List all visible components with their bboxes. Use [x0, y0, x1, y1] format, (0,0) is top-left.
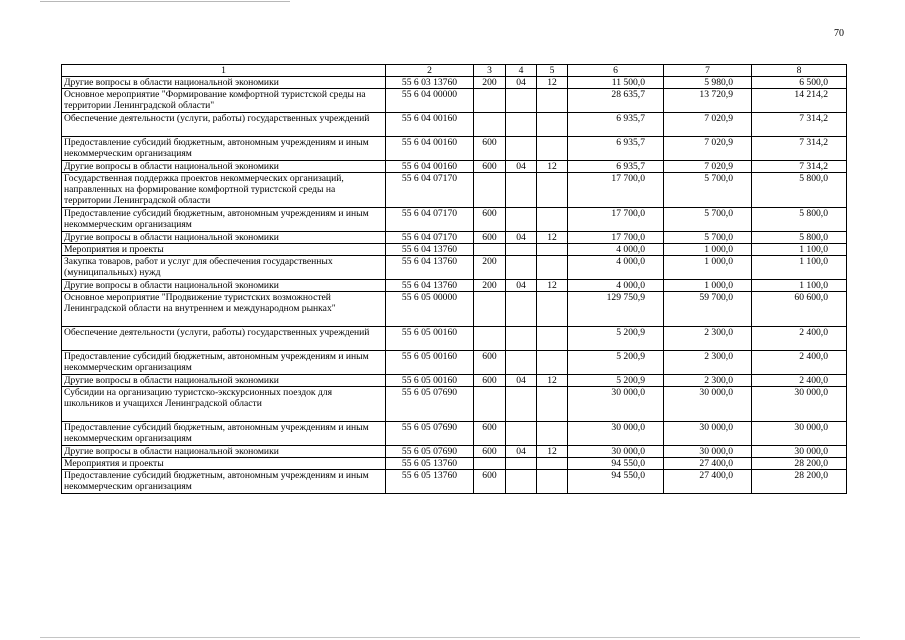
amount-col8-cell: 30 000,0 [752, 446, 847, 458]
item-name-cell: Другие вопросы в области национальной экономики [62, 77, 386, 89]
header-cell: 2 [386, 65, 474, 77]
item-name-cell: Другие вопросы в области национальной экономики [62, 375, 386, 387]
expense-type-cell: 600 [474, 161, 506, 173]
target-code-cell: 55 6 05 00160 [386, 327, 474, 351]
expense-type-cell: 600 [474, 446, 506, 458]
section-code-cell: 04 [506, 232, 537, 244]
target-code-cell: 55 6 04 13760 [386, 244, 474, 256]
table-row [62, 327, 847, 351]
subsection-code-cell [537, 387, 568, 422]
amount-col7-cell: 2 300,0 [664, 375, 752, 387]
amount-col8-cell: 5 800,0 [752, 173, 847, 208]
amount-col7-cell: 13 720,9 [664, 89, 752, 113]
section-code-cell [506, 327, 537, 351]
subsection-code-cell [537, 422, 568, 446]
target-code-cell: 55 6 05 00160 [386, 351, 474, 375]
amount-col7-cell: 1 000,0 [664, 244, 752, 256]
expense-type-cell [474, 89, 506, 113]
amount-col7-cell: 27 400,0 [664, 458, 752, 470]
header-cell: 6 [568, 65, 664, 77]
amount-col6-cell: 30 000,0 [568, 446, 664, 458]
item-name-cell: Другие вопросы в области национальной экономики [62, 161, 386, 173]
amount-col6-cell: 94 550,0 [568, 470, 664, 494]
section-code-cell [506, 113, 537, 137]
amount-col7-cell: 7 020,9 [664, 161, 752, 173]
table-row [62, 375, 847, 387]
subsection-code-cell [537, 327, 568, 351]
amount-col7-cell: 27 400,0 [664, 470, 752, 494]
subsection-code-cell [537, 292, 568, 327]
table-row [62, 137, 847, 161]
amount-col6-cell: 5 200,9 [568, 327, 664, 351]
table-row [62, 77, 847, 89]
amount-col7-cell: 59 700,0 [664, 292, 752, 327]
amount-col8-cell: 7 314,2 [752, 161, 847, 173]
amount-col8-cell: 14 214,2 [752, 89, 847, 113]
section-code-cell [506, 351, 537, 375]
section-code-cell [506, 387, 537, 422]
item-name-cell: Другие вопросы в области национальной экономики [62, 280, 386, 292]
amount-col8-cell: 28 200,0 [752, 470, 847, 494]
target-code-cell: 55 6 05 07690 [386, 446, 474, 458]
expense-type-cell: 600 [474, 232, 506, 244]
target-code-cell: 55 6 04 00160 [386, 137, 474, 161]
amount-col7-cell: 5 700,0 [664, 232, 752, 244]
section-code-cell [506, 292, 537, 327]
header-cell: 1 [62, 65, 386, 77]
subsection-code-cell: 12 [537, 161, 568, 173]
amount-col7-cell: 2 300,0 [664, 351, 752, 375]
item-name-cell: Другие вопросы в области национальной экономики [62, 232, 386, 244]
item-name-cell: Обеспечение деятельности (услуги, работы) государственных учреждений [62, 327, 386, 351]
section-code-cell [506, 470, 537, 494]
amount-col6-cell: 28 635,7 [568, 89, 664, 113]
section-code-cell [506, 256, 537, 280]
item-name-cell: Предоставление субсидий бюджетным, автономным учреждениям и иным некоммерческим организациям [62, 208, 386, 232]
table-row [62, 280, 847, 292]
expense-type-cell [474, 327, 506, 351]
target-code-cell: 55 6 04 07170 [386, 173, 474, 208]
expense-type-cell [474, 113, 506, 137]
subsection-code-cell [537, 113, 568, 137]
amount-col6-cell: 17 700,0 [568, 173, 664, 208]
amount-col6-cell: 5 200,9 [568, 351, 664, 375]
section-code-cell: 04 [506, 161, 537, 173]
table-row [62, 173, 847, 208]
item-name-cell: Основное мероприятие "Формирование комфортной туристской среды на территории Ленинградской области" [62, 89, 386, 113]
section-code-cell [506, 137, 537, 161]
amount-col7-cell: 1 000,0 [664, 256, 752, 280]
item-name-cell: Мероприятия и проекты [62, 458, 386, 470]
table-row [62, 208, 847, 232]
item-name-cell: Предоставление субсидий бюджетным, автономным учреждениям и иным некоммерческим организациям [62, 422, 386, 446]
subsection-code-cell [537, 351, 568, 375]
item-name-cell: Другие вопросы в области национальной экономики [62, 446, 386, 458]
subsection-code-cell: 12 [537, 232, 568, 244]
target-code-cell: 55 6 04 07170 [386, 208, 474, 232]
header-cell: 7 [664, 65, 752, 77]
amount-col6-cell: 4 000,0 [568, 280, 664, 292]
amount-col7-cell: 5 980,0 [664, 77, 752, 89]
subsection-code-cell: 12 [537, 77, 568, 89]
amount-col8-cell: 5 800,0 [752, 208, 847, 232]
amount-col6-cell: 129 750,9 [568, 292, 664, 327]
amount-col7-cell: 30 000,0 [664, 422, 752, 446]
amount-col6-cell: 6 935,7 [568, 113, 664, 137]
table-row [62, 113, 847, 137]
header-cell: 4 [506, 65, 537, 77]
table-row [62, 422, 847, 446]
amount-col8-cell: 1 100,0 [752, 280, 847, 292]
expense-type-cell: 600 [474, 375, 506, 387]
table-row [62, 351, 847, 375]
section-code-cell: 04 [506, 280, 537, 292]
expense-type-cell: 600 [474, 208, 506, 232]
item-name-cell: Основное мероприятие "Продвижение туристских возможностей Ленинградской области на внутреннем и международном рынках" [62, 292, 386, 327]
table-row [62, 232, 847, 244]
expense-type-cell [474, 173, 506, 208]
subsection-code-cell [537, 137, 568, 161]
scan-edge-top [40, 1, 290, 2]
amount-col8-cell: 5 800,0 [752, 232, 847, 244]
table-row [62, 458, 847, 470]
item-name-cell: Субсидии на организацию туристско-экскурсионных поездок для школьников и учащихся Ленинградской области [62, 387, 386, 422]
target-code-cell: 55 6 05 07690 [386, 387, 474, 422]
section-code-cell: 04 [506, 375, 537, 387]
section-code-cell [506, 173, 537, 208]
table-row [62, 387, 847, 422]
section-code-cell [506, 89, 537, 113]
amount-col6-cell: 30 000,0 [568, 422, 664, 446]
subsection-code-cell [537, 256, 568, 280]
expense-type-cell [474, 244, 506, 256]
section-code-cell [506, 422, 537, 446]
amount-col6-cell: 4 000,0 [568, 256, 664, 280]
section-code-cell: 04 [506, 446, 537, 458]
target-code-cell: 55 6 05 13760 [386, 458, 474, 470]
target-code-cell: 55 6 05 00000 [386, 292, 474, 327]
target-code-cell: 55 6 04 07170 [386, 232, 474, 244]
expense-type-cell: 600 [474, 137, 506, 161]
amount-col7-cell: 30 000,0 [664, 446, 752, 458]
amount-col6-cell: 17 700,0 [568, 232, 664, 244]
scan-edge-bottom [40, 637, 860, 638]
item-name-cell: Предоставление субсидий бюджетным, автономным учреждениям и иным некоммерческим организациям [62, 470, 386, 494]
amount-col8-cell: 30 000,0 [752, 387, 847, 422]
amount-col6-cell: 4 000,0 [568, 244, 664, 256]
amount-col7-cell: 5 700,0 [664, 208, 752, 232]
target-code-cell: 55 6 03 13760 [386, 77, 474, 89]
amount-col6-cell: 6 935,7 [568, 137, 664, 161]
amount-col7-cell: 2 300,0 [664, 327, 752, 351]
item-name-cell: Предоставление субсидий бюджетным, автономным учреждениям и иным некоммерческим организациям [62, 351, 386, 375]
expense-type-cell: 600 [474, 470, 506, 494]
subsection-code-cell [537, 470, 568, 494]
amount-col8-cell: 1 100,0 [752, 256, 847, 280]
subsection-code-cell [537, 89, 568, 113]
header-cell: 5 [537, 65, 568, 77]
amount-col8-cell: 6 500,0 [752, 77, 847, 89]
amount-col6-cell: 11 500,0 [568, 77, 664, 89]
amount-col7-cell: 30 000,0 [664, 387, 752, 422]
target-code-cell: 55 6 05 07690 [386, 422, 474, 446]
expense-type-cell [474, 458, 506, 470]
amount-col6-cell: 94 550,0 [568, 458, 664, 470]
target-code-cell: 55 6 04 13760 [386, 256, 474, 280]
item-name-cell: Мероприятия и проекты [62, 244, 386, 256]
table-row [62, 446, 847, 458]
page-number: 70 [834, 28, 844, 39]
amount-col6-cell: 30 000,0 [568, 387, 664, 422]
table-row [62, 256, 847, 280]
amount-col7-cell: 7 020,9 [664, 137, 752, 161]
amount-col7-cell: 5 700,0 [664, 173, 752, 208]
budget-table [61, 64, 847, 494]
amount-col8-cell: 2 400,0 [752, 351, 847, 375]
target-code-cell: 55 6 04 00160 [386, 113, 474, 137]
header-cell: 3 [474, 65, 506, 77]
expense-type-cell [474, 387, 506, 422]
item-name-cell: Государственная поддержка проектов некоммерческих организаций, направленных на формирование комфортной туристской среды на территории Ленинградской области [62, 173, 386, 208]
header-cell: 8 [752, 65, 847, 77]
expense-type-cell: 200 [474, 77, 506, 89]
amount-col7-cell: 1 000,0 [664, 280, 752, 292]
section-code-cell [506, 458, 537, 470]
amount-col8-cell: 7 314,2 [752, 137, 847, 161]
table-row [62, 470, 847, 494]
expense-type-cell: 200 [474, 256, 506, 280]
subsection-code-cell [537, 458, 568, 470]
expense-type-cell: 600 [474, 351, 506, 375]
subsection-code-cell: 12 [537, 375, 568, 387]
target-code-cell: 55 6 05 13760 [386, 470, 474, 494]
amount-col8-cell: 2 400,0 [752, 327, 847, 351]
expense-type-cell: 200 [474, 280, 506, 292]
amount-col8-cell: 60 600,0 [752, 292, 847, 327]
table-body [62, 65, 847, 494]
target-code-cell: 55 6 04 00160 [386, 161, 474, 173]
subsection-code-cell [537, 208, 568, 232]
expense-type-cell [474, 292, 506, 327]
amount-col8-cell: 1 100,0 [752, 244, 847, 256]
target-code-cell: 55 6 04 13760 [386, 280, 474, 292]
amount-col6-cell: 6 935,7 [568, 161, 664, 173]
item-name-cell: Обеспечение деятельности (услуги, работы) государственных учреждений [62, 113, 386, 137]
item-name-cell: Закупка товаров, работ и услуг для обеспечения государственных (муниципальных) нужд [62, 256, 386, 280]
subsection-code-cell: 12 [537, 446, 568, 458]
table-row [62, 161, 847, 173]
amount-col6-cell: 17 700,0 [568, 208, 664, 232]
table-row [62, 89, 847, 113]
amount-col8-cell: 30 000,0 [752, 422, 847, 446]
subsection-code-cell: 12 [537, 280, 568, 292]
subsection-code-cell [537, 244, 568, 256]
section-code-cell [506, 208, 537, 232]
subsection-code-cell [537, 173, 568, 208]
target-code-cell: 55 6 04 00000 [386, 89, 474, 113]
table-header-row [62, 65, 847, 77]
table-row [62, 292, 847, 327]
amount-col6-cell: 5 200,9 [568, 375, 664, 387]
section-code-cell [506, 244, 537, 256]
amount-col8-cell: 2 400,0 [752, 375, 847, 387]
target-code-cell: 55 6 05 00160 [386, 375, 474, 387]
amount-col8-cell: 7 314,2 [752, 113, 847, 137]
section-code-cell: 04 [506, 77, 537, 89]
table-row [62, 244, 847, 256]
expense-type-cell: 600 [474, 422, 506, 446]
amount-col8-cell: 28 200,0 [752, 458, 847, 470]
amount-col7-cell: 7 020,9 [664, 113, 752, 137]
item-name-cell: Предоставление субсидий бюджетным, автономным учреждениям и иным некоммерческим организациям [62, 137, 386, 161]
